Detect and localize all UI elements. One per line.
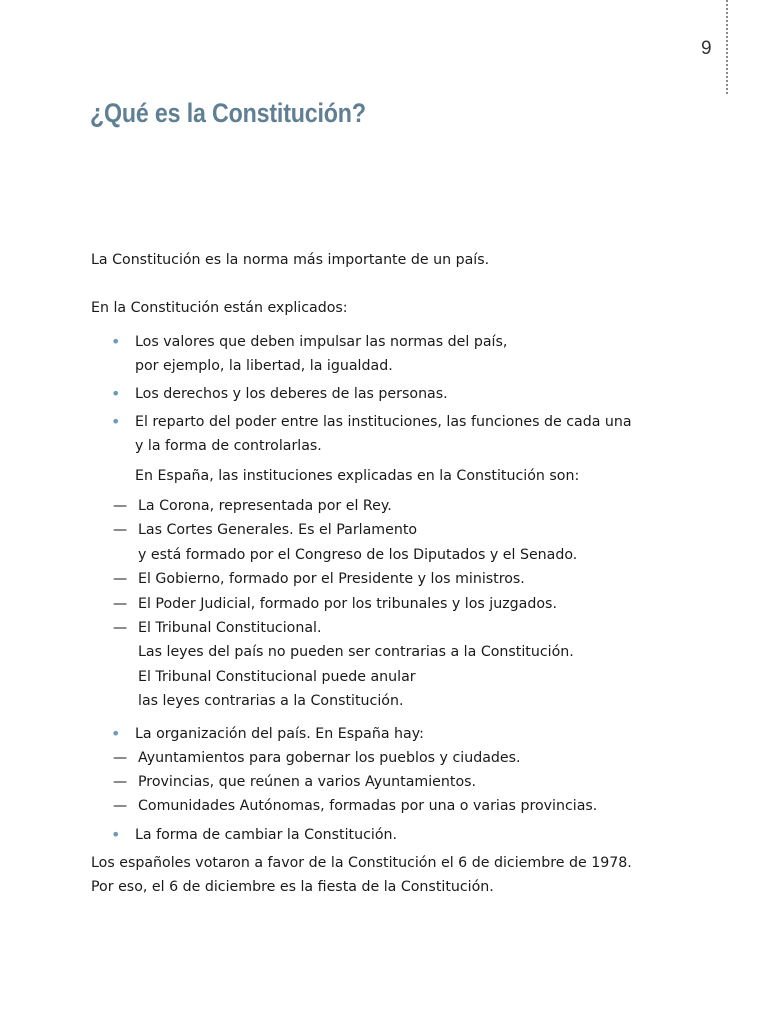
dash-icon: — <box>113 620 128 637</box>
dash-icon: — <box>113 798 128 815</box>
intro-paragraph: La Constitución es la norma más importante de un país. <box>91 252 490 268</box>
institution-item-judicial: — El Poder Judicial, formado por los tribunales y los juzgados. <box>113 592 651 616</box>
bullet-icon: • <box>111 384 121 403</box>
institutions-list <box>113 494 651 714</box>
tribunal-note: Las leyes del país no pueden ser contrarias a la Constitución. <box>138 644 574 661</box>
explained-intro: En la Constitución están explicados: <box>91 300 348 316</box>
organization-item-ayuntamientos: — Ayuntamientos para gobernar los pueblos y ciudades. <box>113 746 651 770</box>
dash-icon: — <box>113 571 128 588</box>
closing-line-2: Por eso, el 6 de diciembre es la fiesta de la Constitución. <box>91 878 494 895</box>
dash-icon: — <box>113 749 128 766</box>
institutions-intro: En España, las instituciones explicadas en la Constitución son: <box>135 468 580 484</box>
institution-item-cortes: — Las Cortes Generales. Es el Parlamento y está formado por el Congreso de los Diputados y el Senado. <box>113 518 651 567</box>
bullet-icon: • <box>111 412 121 431</box>
closing-line-1: Los españoles votaron a favor de la Constitución el 6 de diciembre de 1978. <box>91 854 632 871</box>
tribunal-note: El Tribunal Constitucional puede anular <box>138 668 416 685</box>
bullet-icon: • <box>111 723 121 743</box>
page-number: 9 <box>701 38 712 59</box>
organization-list <box>113 746 651 819</box>
organization-item-provincias: — Provincias, que reúnen a varios Ayuntamientos. <box>113 770 651 794</box>
list-item-organization: • La organización del país. En España hay: — Ayuntamientos para gobernar los pueblos y ciudades. — Provincias, que reúnen a varios Ayuntamientos. — Comunidades Autónomas, formadas por una o varias provincias. <box>91 722 651 819</box>
institution-item-corona: — La Corona, representada por el Rey. <box>113 494 651 518</box>
dash-icon: — <box>113 498 128 514</box>
tribunal-note: las leyes contrarias a la Constitución. <box>138 693 404 710</box>
body-text <box>91 248 651 899</box>
institution-item-gobierno: — El Gobierno, formado por el Presidente y los ministros. <box>113 567 651 591</box>
list-item-reform: • La forma de cambiar la Constitución. <box>91 823 651 847</box>
dash-icon: — <box>113 774 128 791</box>
institution-item-tribunal: — El Tribunal Constitucional. Las leyes del país no pueden ser contrarias a la Constitución. El Tribunal Constitucional puede anular las leyes contrarias a la Constitución. <box>113 616 651 714</box>
margin-dotted-rule <box>726 0 728 94</box>
page-title: ¿Qué es la Constitución? <box>90 98 366 128</box>
dash-icon: — <box>113 522 128 539</box>
bullet-icon: • <box>111 332 121 351</box>
constitution-contents-list <box>91 330 651 847</box>
list-item-rights: • Los derechos y los deberes de las personas. <box>91 382 651 406</box>
list-item-values: • Los valores que deben impulsar las normas del país, por ejemplo, la libertad, la igualdad. <box>111 332 508 374</box>
dash-icon: — <box>113 595 128 612</box>
bullet-icon: • <box>111 824 121 844</box>
list-item-power: • El reparto del poder entre las instituciones, las funciones de cada una y la forma de controlarlas. En España, las instituciones explicadas en la Constitución son: — La Corona, representada por el Rey. — Las Cortes Generales. Es el Parlamento y está formado por el Congreso de los Diputados y el Senado. — El Gobierno, formado por el Presidente y los ministros. — El Poder Judicial, formado por los tribunales y los juzgados. — El Tribunal Constitucional. Las leyes del país no pueden ser contrarias a la Constitución. El Tribunal Constitucional puede anular las leyes contrarias a la Constitución. <box>91 410 651 714</box>
organization-item-comunidades: — Comunidades Autónomas, formadas por una o varias provincias. <box>113 794 651 818</box>
